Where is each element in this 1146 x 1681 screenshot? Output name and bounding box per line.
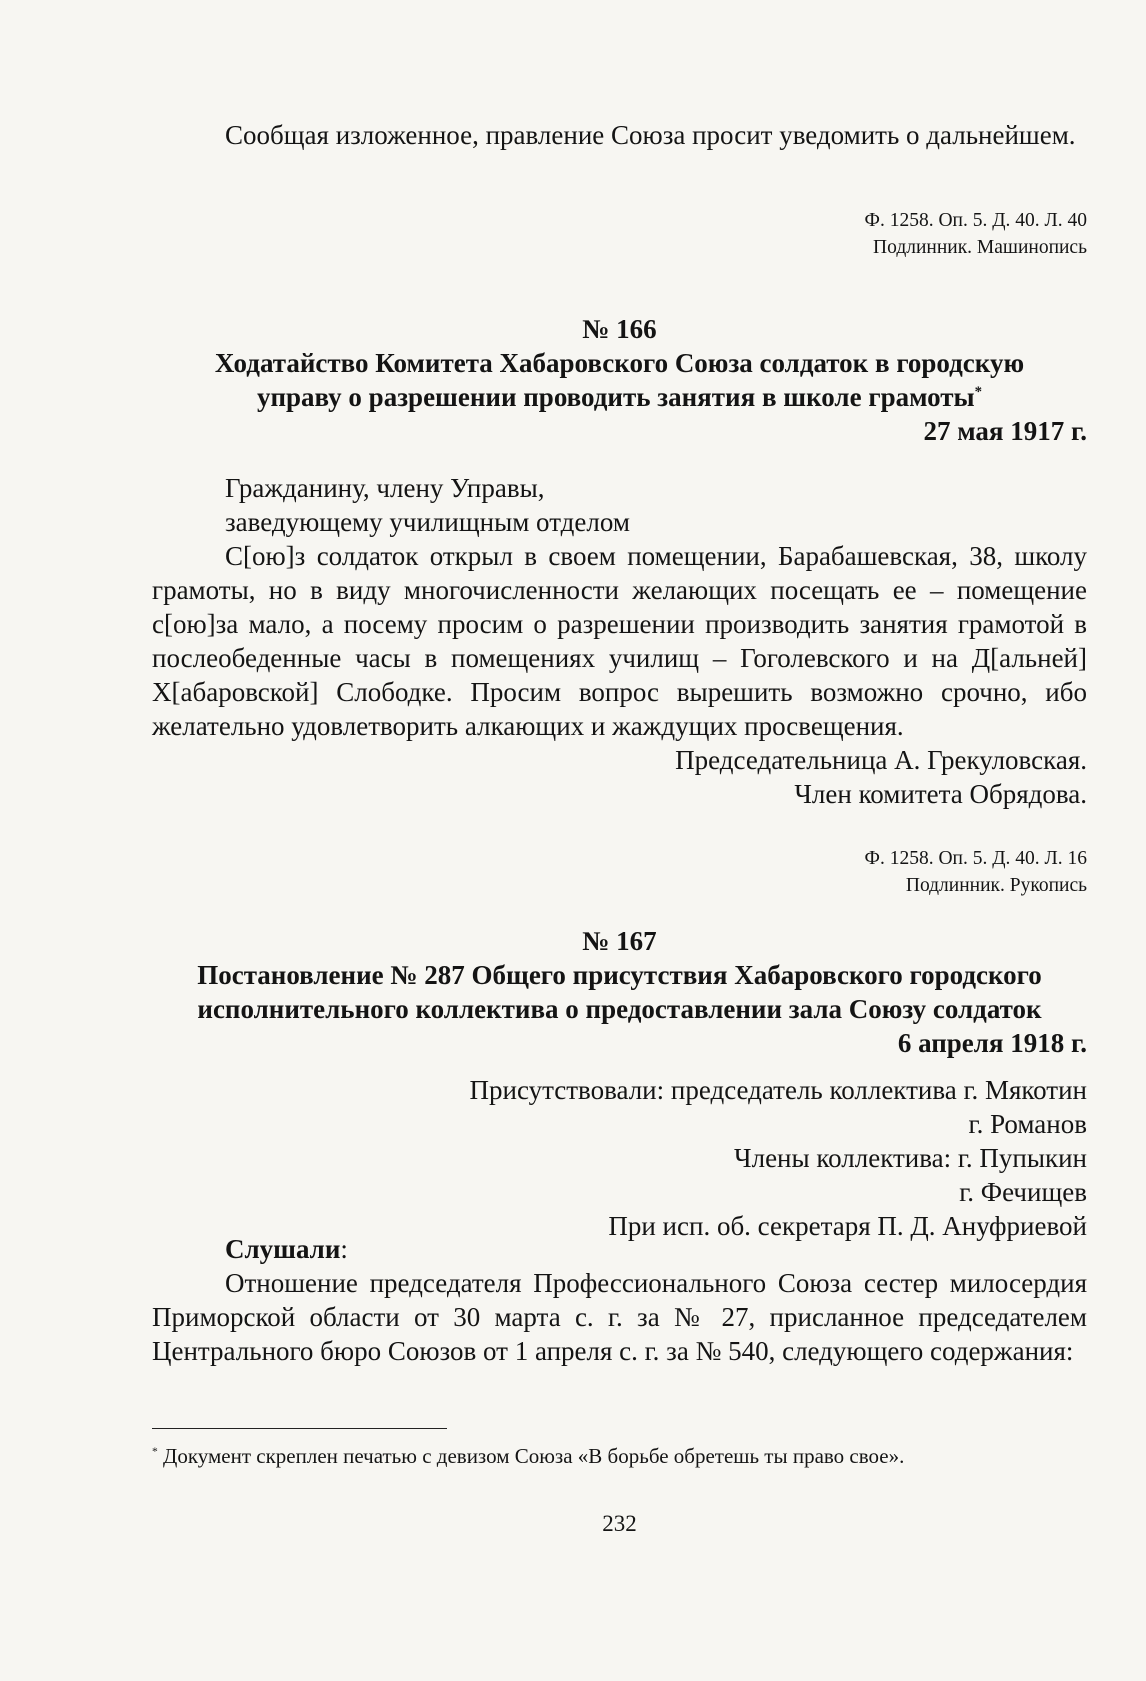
doc-167-text: Отношение председателя Профессионального Союза сестер милосердия Приморской области от 30 марта с. г. за № 27, присланное председателем Центрального бюро Союзов от 1 апреля с. г. за № 540, следующего содержания: <box>152 1268 1087 1366</box>
archive-reference-16 <box>152 845 1087 899</box>
attendee-line: При исп. об. секретаря П. Д. Ануфриевой <box>608 1211 1087 1241</box>
heard-heading: Слушали: <box>225 1234 348 1264</box>
attendee-line: Присутствовали: председатель коллектива г. Мякотин <box>469 1075 1087 1105</box>
doc-167-body <box>152 1232 1087 1368</box>
doc-166-title-line1: Ходатайство Комитета Хабаровского Союза солдаток в городскую <box>214 348 1025 378</box>
doc-166-date: 27 мая 1917 г. <box>923 416 1087 446</box>
footnote-mark: * <box>152 1446 158 1458</box>
attendee-line: Члены коллектива: г. Пупыкин <box>734 1143 1087 1173</box>
footnote-mark: * <box>974 384 983 400</box>
archive-note: Подлинник. Рукопись <box>905 875 1087 896</box>
doc-166-title-line2: управу о разрешении проводить занятия в школе грамоты* <box>256 382 983 412</box>
doc-167-number: № 167 <box>582 926 657 956</box>
address-line2: заведующему училищным отделом <box>225 507 630 537</box>
footnote-text: Документ скреплен печатью с девизом Союза «В борьбе обретешь ты право свое». <box>163 1444 905 1468</box>
archive-ref: Ф. 1258. Оп. 5. Д. 40. Л. 40 <box>864 210 1087 231</box>
closing-paragraph-block <box>152 118 1087 152</box>
attendee-line: г. Романов <box>968 1109 1087 1139</box>
archive-ref: Ф. 1258. Оп. 5. Д. 40. Л. 16 <box>864 848 1087 869</box>
archive-reference-40 <box>152 207 1087 261</box>
doc-166-body <box>152 471 1087 811</box>
doc-167-title-line1: Постановление № 287 Общего присутствия Хабаровского городского <box>197 960 1042 990</box>
footnote-rule <box>152 1428 447 1429</box>
closing-paragraph: Сообщая изложенное, правление Союза просит уведомить о дальнейшем. <box>225 120 1076 150</box>
footnote <box>152 1442 1087 1470</box>
page-number: 232 <box>602 1511 637 1536</box>
doc-166-text: С[ою]з солдаток открыл в своем помещении, Барабашевская, 38, школу грамоты, но в виду многочисленности желающих посещать ее – помещение с[ою]за мало, а посему просим о разрешении производить занятия грамотой в послеобеденные часы в помещениях училищ – Гоголевского и на Д[альней] Х[абаровской] Слободке. Просим вопрос вырешить возможно срочно, ибо желательно удовлетворить алкающих и жаждущих просвещения. <box>152 541 1087 741</box>
doc-167-date: 6 апреля 1918 г. <box>897 1028 1087 1058</box>
archive-note: Подлинник. Машинопись <box>873 237 1087 258</box>
doc-167-title-line2: исполнительного коллектива о предоставлении зала Союзу солдаток <box>197 994 1042 1024</box>
signature-2: Член комитета Обрядова. <box>794 779 1087 809</box>
doc-167-header <box>152 924 1087 1060</box>
address-line1: Гражданину, члену Управы, <box>225 473 545 503</box>
attendee-line: г. Фечищев <box>959 1177 1087 1207</box>
signature-1: Председательница А. Грекуловская. <box>675 745 1087 775</box>
attendees-block <box>152 1073 1087 1243</box>
doc-166-header <box>152 312 1087 448</box>
doc-166-number: № 166 <box>582 314 657 344</box>
